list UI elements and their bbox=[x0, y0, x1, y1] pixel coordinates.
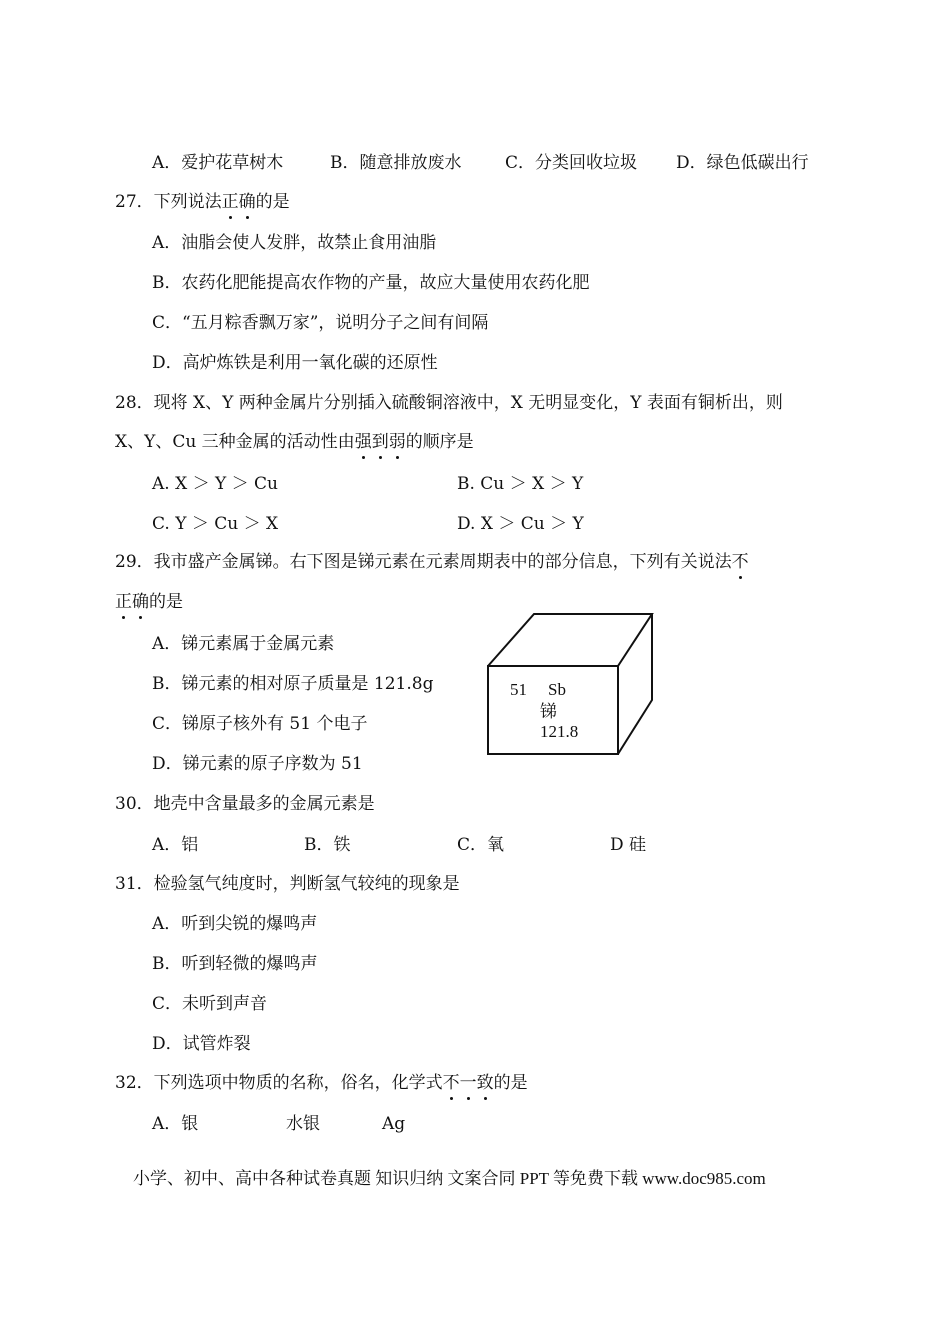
q30-option-b: B．铁 bbox=[304, 835, 351, 855]
q32-option-a-label: A．银 bbox=[152, 1114, 199, 1134]
q26-option-d: D．绿色低碳出行 bbox=[676, 153, 809, 173]
q28-option-d: D. X ＞ Cu ＞ Y bbox=[457, 514, 584, 534]
q31-stem: 31．检验氢气纯度时，判断氢气较纯的现象是 bbox=[115, 874, 460, 894]
element-symbol: Sb bbox=[548, 680, 566, 699]
q29-option-d: D．锑元素的原子序数为 51 bbox=[152, 754, 363, 774]
q29-option-a: A．锑元素属于金属元素 bbox=[152, 634, 335, 654]
q27-option-c: C．“五月粽香飘万家”，说明分子之间有间隔 bbox=[152, 313, 489, 333]
q28-stem-line2: X、Y、Cu 三种金属的活动性由强到弱的顺序是 bbox=[115, 432, 474, 452]
element-card-figure bbox=[486, 612, 654, 758]
q32-stem: 32．下列选项中物质的名称，俗名，化学式不一致的是 bbox=[115, 1073, 528, 1093]
q28-option-b: B. Cu ＞ X ＞ Y bbox=[457, 474, 584, 494]
q30-option-d: D 硅 bbox=[610, 835, 647, 855]
page-footer: 小学、初中、高中各种试卷真题 知识归纳 文案合同 PPT 等免费下载 www.doc985.com bbox=[133, 1169, 766, 1188]
q31-option-a: A．听到尖锐的爆鸣声 bbox=[152, 914, 318, 934]
q27-option-a: A．油脂会使人发胖，故禁止食用油脂 bbox=[152, 233, 437, 253]
q26-option-c: C．分类回收垃圾 bbox=[505, 153, 638, 173]
q29-option-b: B．锑元素的相对原子质量是 121.8g bbox=[152, 674, 434, 694]
q29-stem-line2: 正确的是 bbox=[115, 592, 183, 612]
q28-stem-line1: 28．现将 X、Y 两种金属片分别插入硫酸铜溶液中，X 无明显变化，Y 表面有铜析出，则 bbox=[115, 393, 783, 413]
q30-stem: 30．地壳中含量最多的金属元素是 bbox=[115, 794, 375, 814]
q28-option-c: C. Y ＞ Cu ＞ X bbox=[152, 514, 279, 534]
q30-option-c: C．氧 bbox=[457, 835, 505, 855]
element-atomic-number: 51 bbox=[510, 680, 527, 699]
q31-option-d: D．试管炸裂 bbox=[152, 1034, 251, 1054]
q30-option-a: A．铝 bbox=[152, 835, 199, 855]
q32-option-a-formula: Ag bbox=[382, 1114, 406, 1134]
q27-option-b: B．农药化肥能提高农作物的产量，故应大量使用农药化肥 bbox=[152, 273, 590, 293]
q28-option-a: A. X ＞ Y ＞ Cu bbox=[152, 474, 278, 494]
q29-stem-line1: 29．我市盛产金属锑。右下图是锑元素在元素周期表中的部分信息，下列有关说法不 bbox=[115, 552, 749, 572]
q29-option-c: C．锑原子核外有 51 个电子 bbox=[152, 714, 368, 734]
q27-option-d: D．高炉炼铁是利用一氧化碳的还原性 bbox=[152, 353, 438, 373]
q31-option-c: C．未听到声音 bbox=[152, 994, 268, 1014]
q27-stem: 27．下列说法正确的是 bbox=[115, 192, 290, 212]
element-name: 锑 bbox=[540, 702, 557, 721]
q26-option-b: B．随意排放废水 bbox=[330, 153, 462, 173]
q31-option-b: B．听到轻微的爆鸣声 bbox=[152, 954, 318, 974]
q32-option-a-common-name: 水银 bbox=[286, 1114, 320, 1134]
element-atomic-mass: 121.8 bbox=[540, 722, 579, 741]
q26-option-a: A．爱护花草树木 bbox=[152, 153, 284, 173]
